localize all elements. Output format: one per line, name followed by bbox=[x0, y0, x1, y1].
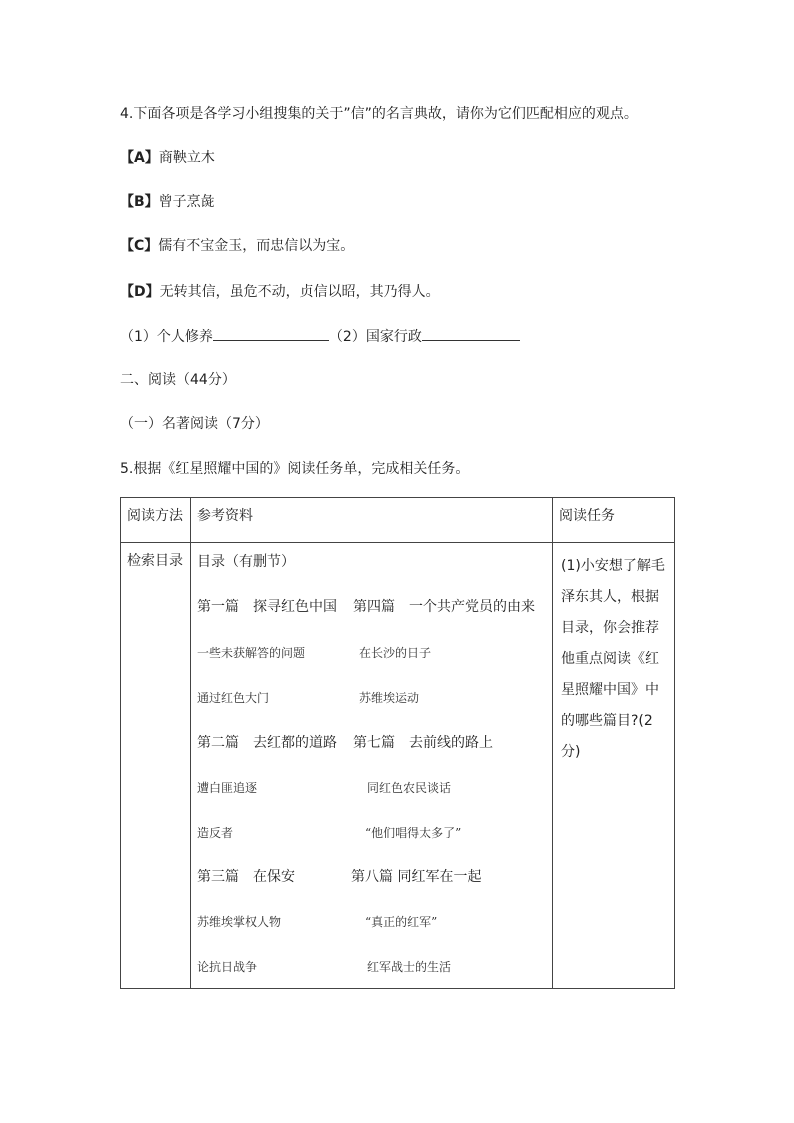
toc-entry-right: 同红色农民谈话 bbox=[367, 781, 452, 795]
toc-row bbox=[197, 824, 462, 841]
toc-entry-left: 论抗日战争 bbox=[197, 960, 258, 974]
blank1-label: （1）个人修养 bbox=[120, 329, 213, 345]
q5-stem: 5.根据《红星照耀中国的》阅读任务单，完成相关任务。 bbox=[120, 461, 470, 477]
toc-entry-right: 第七篇 去前线的路上 bbox=[353, 735, 493, 751]
toc-entry-right: 红军战士的生活 bbox=[367, 960, 452, 974]
header-cell: 参考资料 bbox=[191, 498, 553, 543]
blank2-label: （2）国家行政 bbox=[328, 329, 422, 345]
option-tag: 【A】 bbox=[120, 150, 159, 166]
toc-entry-left: 通过红色大门 bbox=[197, 691, 270, 705]
answer-blank-1[interactable] bbox=[213, 326, 329, 341]
toc-entry-left: 第二篇 去红都的道路 bbox=[197, 735, 337, 751]
toc-row bbox=[197, 779, 452, 796]
toc-row bbox=[197, 596, 535, 616]
task-text: (1)小安想了解毛泽东其人，根据目录，你会推荐他重点阅读《红星照耀中国》中的哪些篇目?(2分) bbox=[561, 558, 665, 760]
toc-entry-right: 苏维埃运动 bbox=[359, 691, 420, 705]
toc-entry-left: 第三篇 在保安 bbox=[197, 869, 295, 885]
toc-entry-right: 第四篇 一个共产党员的由来 bbox=[353, 599, 535, 615]
toc-entry-left: 苏维埃掌权人物 bbox=[197, 915, 282, 929]
toc-cell bbox=[191, 543, 553, 989]
table-row bbox=[121, 543, 675, 989]
option-text: 无转其信，虽危不动，贞信以昭，其乃得人。 bbox=[159, 284, 440, 300]
option-text: 商鞅立木 bbox=[158, 150, 215, 166]
header-cell: 阅读方法 bbox=[121, 498, 191, 543]
option-tag: 【C】 bbox=[120, 238, 159, 254]
answer-blank-2[interactable] bbox=[422, 326, 520, 341]
section2-title: 二、阅读（44分） bbox=[120, 372, 236, 388]
toc-row bbox=[197, 732, 493, 752]
toc-entry-right: “真正的红军” bbox=[365, 915, 438, 929]
toc-entry-right: 在长沙的日子 bbox=[359, 646, 432, 660]
q4-stem: 4.下面各项是各学习小组搜集的关于”信”的名言典故，请你为它们匹配相应的观点。 bbox=[120, 106, 638, 122]
toc-title: 目录（有删节） bbox=[197, 554, 295, 570]
toc-entry-right: “他们唱得太多了” bbox=[365, 826, 462, 840]
toc-entry-left: 遭白匪追逐 bbox=[197, 781, 258, 795]
option-text: 儒有不宝金玉，而忠信以为宝。 bbox=[158, 238, 355, 254]
header-cell: 阅读任务 bbox=[553, 498, 675, 543]
table-of-contents bbox=[191, 543, 552, 988]
toc-row bbox=[197, 958, 452, 975]
reading-task-table bbox=[120, 497, 675, 989]
table-header-row bbox=[121, 498, 675, 543]
toc-row bbox=[197, 913, 438, 930]
q4-option-a bbox=[120, 148, 215, 168]
toc-row bbox=[197, 644, 432, 661]
toc-entry-right: 第八篇 同红军在一起 bbox=[351, 869, 482, 885]
option-tag: 【B】 bbox=[120, 194, 159, 210]
q4-option-b bbox=[120, 192, 215, 212]
section2-sub: （一）名著阅读（7分） bbox=[120, 416, 269, 432]
method-cell: 检索目录 bbox=[121, 543, 191, 989]
option-tag: 【D】 bbox=[120, 284, 160, 300]
toc-row bbox=[197, 866, 482, 886]
task-cell bbox=[553, 543, 675, 989]
toc-row bbox=[197, 689, 420, 706]
toc-entry-left: 一些未获解答的问题 bbox=[197, 646, 306, 660]
q4-option-c bbox=[120, 236, 354, 256]
q4-blanks bbox=[120, 326, 520, 347]
toc-entry-left: 第一篇 探寻红色中国 bbox=[197, 599, 337, 615]
q4-option-d bbox=[120, 282, 440, 302]
toc-entry-left: 造反者 bbox=[197, 826, 234, 840]
option-text: 曾子烹彘 bbox=[158, 194, 215, 210]
